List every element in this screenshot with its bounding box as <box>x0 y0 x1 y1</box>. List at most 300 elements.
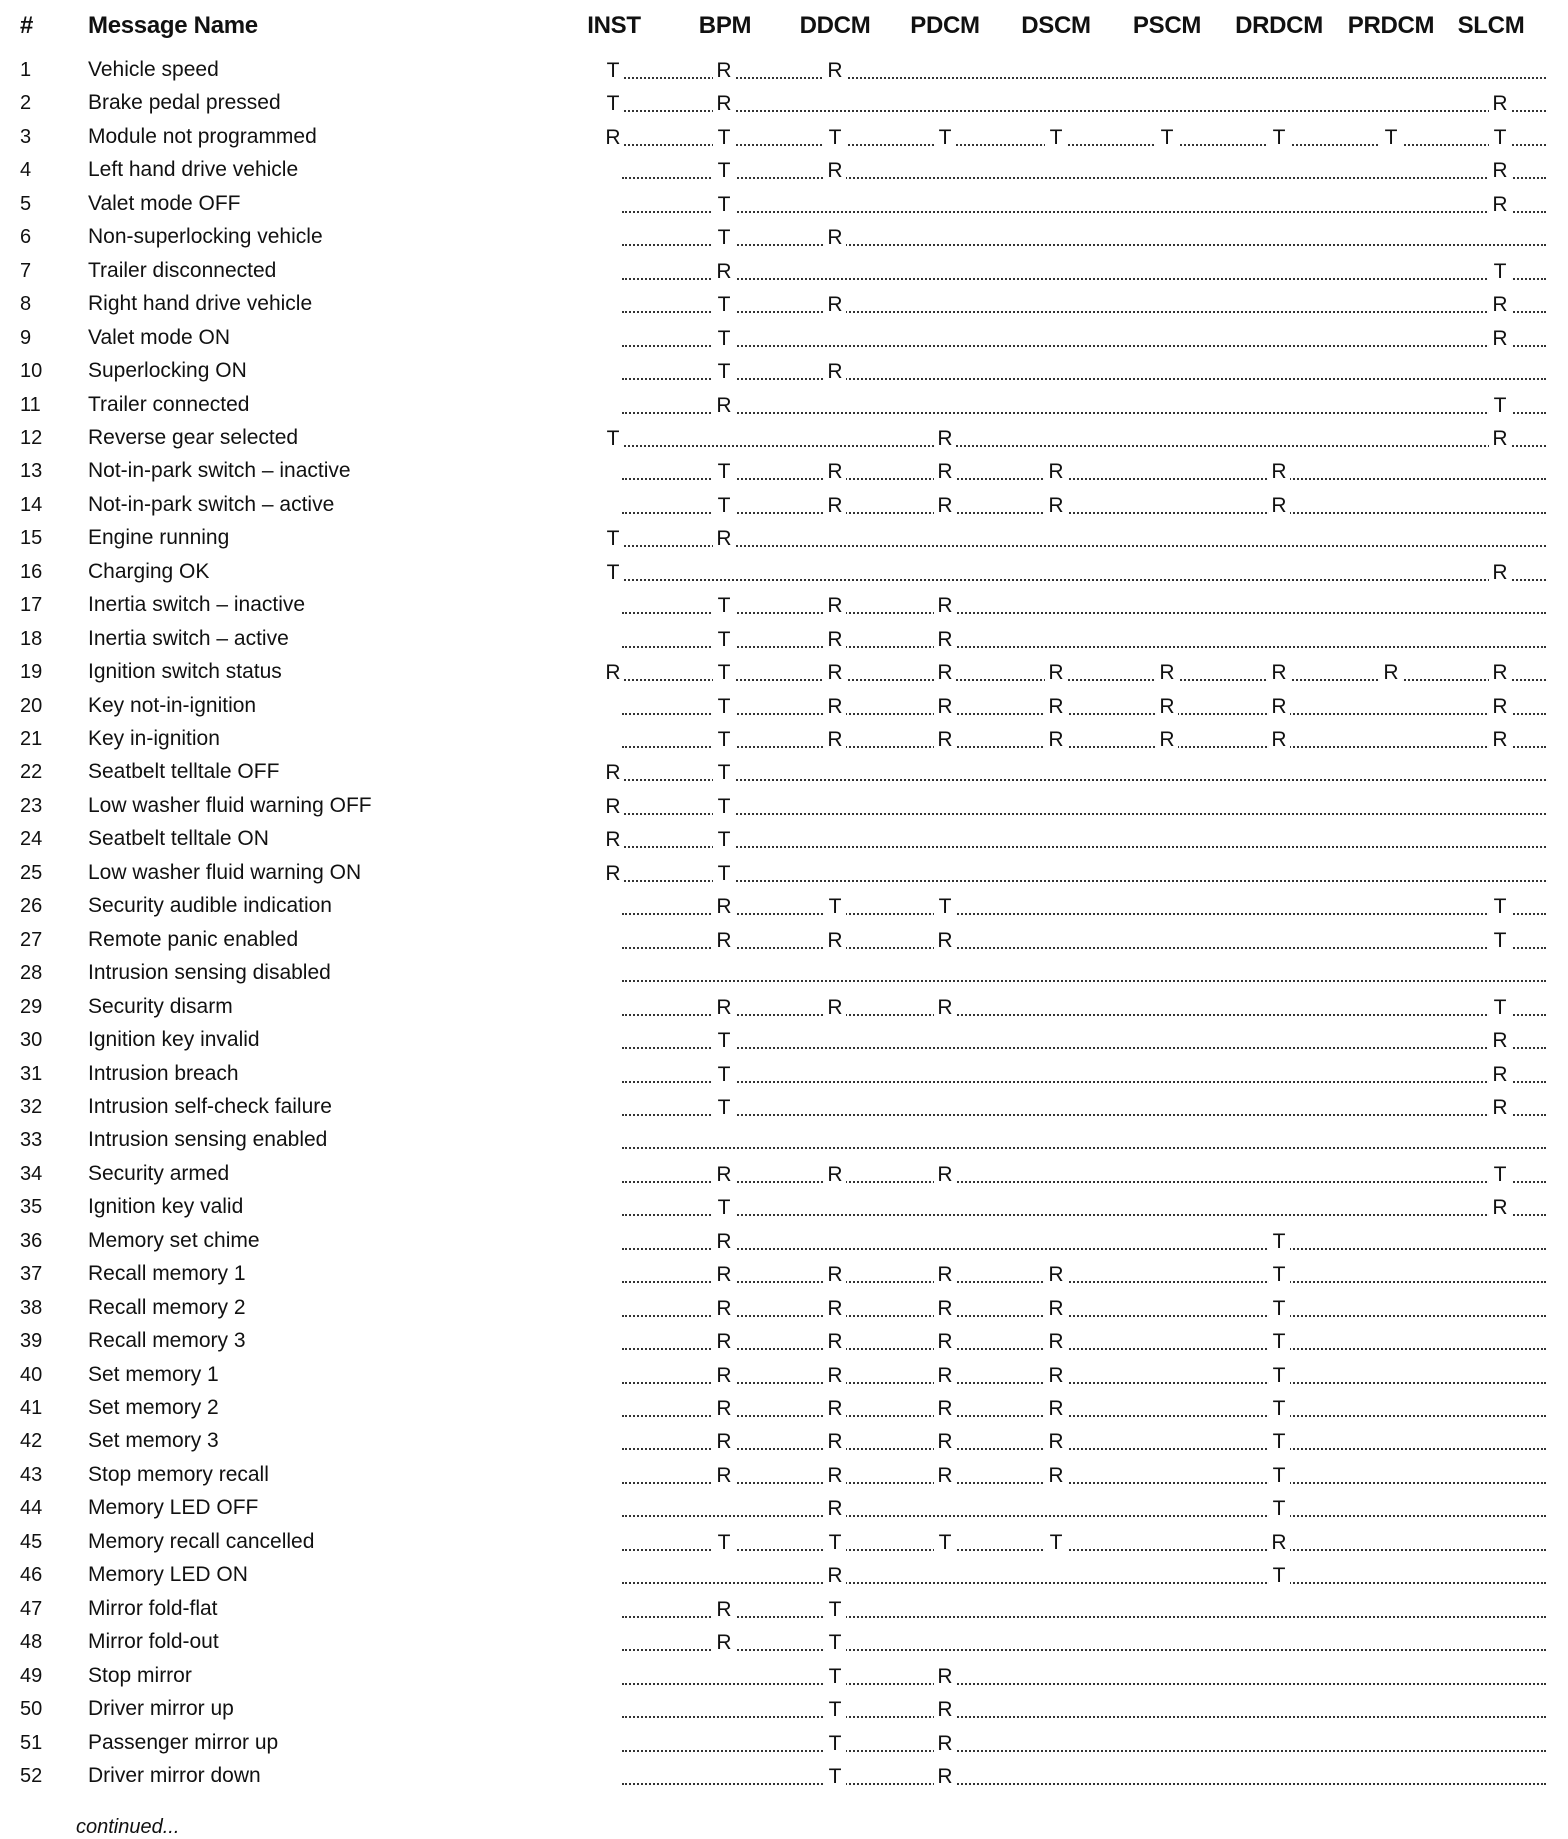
row-number: 25 <box>20 861 43 884</box>
cell-dscm: R <box>1045 494 1067 518</box>
dotted-leader <box>612 110 1546 112</box>
dotted-leader <box>622 1114 1546 1116</box>
cell-pdcm: R <box>934 1263 956 1287</box>
dotted-leader <box>622 1047 1546 1049</box>
cell-slcm: T <box>1489 1163 1511 1187</box>
cell-drdcm: R <box>1268 460 1290 484</box>
message-name: Vehicle speed <box>88 58 219 81</box>
message-name: Intrusion sensing disabled <box>88 961 331 985</box>
dotted-leader <box>622 1649 1546 1651</box>
cell-dscm: R <box>1045 1263 1067 1287</box>
cell-dscm: R <box>1045 460 1067 484</box>
message-name: Low washer fluid warning OFF <box>88 793 372 817</box>
message-name: Superlocking ON <box>88 359 247 383</box>
cell-dscm: R <box>1045 695 1067 719</box>
cell-inst: R <box>602 862 624 886</box>
dotted-leader <box>622 1716 1546 1718</box>
dotted-leader <box>622 1683 1546 1685</box>
cell-slcm: T <box>1489 929 1511 953</box>
cell-drdcm: R <box>1268 695 1290 719</box>
cell-pdcm: R <box>934 594 956 618</box>
cell-ddcm: T <box>824 1531 846 1555</box>
message-name: Set memory 1 <box>88 1362 219 1386</box>
message-name: Memory set chime <box>88 1228 260 1252</box>
dotted-leader <box>622 278 1546 280</box>
cell-slcm: T <box>1489 394 1511 418</box>
message-name: Inertia switch – inactive <box>88 593 306 617</box>
cell-pdcm: R <box>934 1430 956 1454</box>
dotted-leader <box>622 1181 1546 1183</box>
cell-ddcm: R <box>824 1397 846 1421</box>
row-number: 14 <box>20 493 43 516</box>
dotted-leader <box>622 612 1546 614</box>
cell-pscm: R <box>1156 661 1178 685</box>
cell-drdcm: T <box>1268 1397 1290 1421</box>
row-number: 18 <box>20 627 43 650</box>
dotted-leader <box>622 512 1546 514</box>
cell-bpm: T <box>713 862 735 886</box>
message-name: Remote panic enabled <box>88 927 299 951</box>
cell-prdcm: R <box>1380 661 1402 685</box>
message-name: Inertia switch – active <box>88 626 289 650</box>
cell-pscm: R <box>1156 695 1178 719</box>
dotted-leader <box>612 77 1546 79</box>
dotted-leader <box>622 1549 1546 1551</box>
cell-ddcm: R <box>824 1464 846 1488</box>
cell-ddcm: R <box>824 1364 846 1388</box>
cell-ddcm: R <box>824 1330 846 1354</box>
cell-bpm: R <box>713 1631 735 1655</box>
message-name: Driver mirror up <box>88 1697 234 1721</box>
message-name: Ignition key invalid <box>88 1028 260 1052</box>
cell-dscm: R <box>1045 1397 1067 1421</box>
cell-inst: T <box>602 561 624 585</box>
cell-slcm: R <box>1489 728 1511 752</box>
cell-bpm: T <box>713 1029 735 1053</box>
cell-ddcm: R <box>824 1564 846 1588</box>
row-number: 23 <box>20 794 43 817</box>
message-name: Recall memory 2 <box>88 1295 246 1319</box>
dotted-leader <box>622 1515 1546 1517</box>
dotted-leader <box>612 880 1546 882</box>
cell-ddcm: R <box>824 360 846 384</box>
cell-pscm: R <box>1156 728 1178 752</box>
row-number: 30 <box>20 1029 43 1052</box>
continued-note: continued... <box>76 1816 180 1838</box>
message-name: Key not-in-ignition <box>88 693 257 717</box>
dotted-leader <box>622 1382 1546 1384</box>
dotted-leader <box>622 1248 1546 1250</box>
row-number: 51 <box>20 1731 43 1754</box>
cell-bpm: T <box>713 594 735 618</box>
cell-slcm: R <box>1489 293 1511 317</box>
cell-bpm: T <box>713 828 735 852</box>
cell-pdcm: R <box>934 996 956 1020</box>
cell-pdcm: R <box>934 695 956 719</box>
message-name: Reverse gear selected <box>88 425 299 449</box>
cell-bpm: R <box>713 394 735 418</box>
dotted-leader <box>622 1582 1546 1584</box>
dotted-leader <box>622 980 1546 982</box>
row-number: 48 <box>20 1631 43 1654</box>
cell-bpm: T <box>713 360 735 384</box>
row-number: 20 <box>20 694 43 717</box>
cell-bpm: T <box>713 327 735 351</box>
dotted-leader <box>612 445 1546 447</box>
row-number: 4 <box>20 159 32 182</box>
row-number: 17 <box>20 594 43 617</box>
row-number: 3 <box>20 125 32 148</box>
header-num: # <box>20 12 34 39</box>
cell-slcm: R <box>1489 1096 1511 1120</box>
cell-bpm: T <box>713 661 735 685</box>
dotted-leader <box>612 779 1546 781</box>
message-name: Valet mode ON <box>88 325 231 349</box>
dotted-leader <box>622 1448 1546 1450</box>
header-slcm: SLCM <box>1457 12 1525 39</box>
cell-ddcm: R <box>824 628 846 652</box>
cell-bpm: T <box>713 695 735 719</box>
dotted-leader <box>612 846 1546 848</box>
dotted-leader <box>622 646 1546 648</box>
row-number: 41 <box>20 1397 43 1419</box>
message-name: Memory LED ON <box>88 1563 248 1587</box>
cell-pdcm: T <box>934 1531 956 1555</box>
cell-inst: R <box>602 126 624 150</box>
cell-bpm: T <box>713 1196 735 1220</box>
cell-slcm: R <box>1489 327 1511 351</box>
cell-bpm: R <box>713 895 735 919</box>
dotted-leader <box>622 211 1546 213</box>
row-number: 33 <box>20 1129 43 1152</box>
message-name: Seatbelt telltale OFF <box>88 760 280 784</box>
cell-bpm: R <box>713 1263 735 1287</box>
cell-inst: R <box>602 761 624 785</box>
message-name: Mirror fold-out <box>88 1630 219 1654</box>
dotted-leader <box>622 713 1546 715</box>
header-dscm: DSCM <box>1021 12 1091 39</box>
message-name: Intrusion self-check failure <box>88 1094 332 1118</box>
row-number: 39 <box>20 1330 43 1353</box>
cell-bpm: R <box>713 996 735 1020</box>
cell-pdcm: R <box>934 1698 956 1722</box>
cell-ddcm: R <box>824 594 846 618</box>
row-number: 7 <box>20 259 32 282</box>
cell-drdcm: R <box>1268 494 1290 518</box>
cell-bpm: R <box>713 1464 735 1488</box>
cell-ddcm: R <box>824 59 846 83</box>
cell-drdcm: T <box>1268 1330 1290 1354</box>
dotted-leader <box>622 378 1546 380</box>
row-number: 44 <box>20 1497 43 1520</box>
cell-bpm: R <box>713 92 735 116</box>
dotted-leader <box>622 1616 1546 1618</box>
message-name: Memory LED OFF <box>88 1496 259 1520</box>
cell-dscm: R <box>1045 1430 1067 1454</box>
message-name: Ignition key valid <box>88 1195 244 1219</box>
header-message-name: Message Name <box>88 12 258 39</box>
cell-bpm: T <box>713 1531 735 1555</box>
header-drdcm: DRDCM <box>1235 12 1323 39</box>
cell-ddcm: T <box>824 1698 846 1722</box>
dotted-leader <box>612 144 1546 146</box>
dotted-leader <box>622 1281 1546 1283</box>
header-pscm: PSCM <box>1132 12 1202 39</box>
cell-drdcm: T <box>1268 1263 1290 1287</box>
message-name: Seatbelt telltale ON <box>88 827 269 851</box>
cell-inst: R <box>602 828 624 852</box>
message-name: Key in-ignition <box>88 727 220 750</box>
row-number: 50 <box>20 1698 43 1721</box>
row-number: 10 <box>20 360 43 383</box>
dotted-leader <box>622 1014 1546 1016</box>
cell-pdcm: R <box>934 460 956 484</box>
row-number: 5 <box>20 192 32 215</box>
cell-drdcm: T <box>1268 1297 1290 1321</box>
dotted-leader <box>622 1081 1546 1083</box>
cell-bpm: R <box>713 1598 735 1622</box>
cell-drdcm: T <box>1268 1230 1290 1254</box>
cell-bpm: T <box>713 494 735 518</box>
cell-slcm: R <box>1489 427 1511 451</box>
row-number: 40 <box>20 1363 43 1386</box>
cell-bpm: T <box>713 728 735 752</box>
dotted-leader <box>622 311 1546 313</box>
cell-dscm: R <box>1045 661 1067 685</box>
cell-slcm: R <box>1489 1063 1511 1087</box>
dotted-leader <box>622 1783 1546 1785</box>
cell-ddcm: T <box>824 1732 846 1756</box>
message-name: Set memory 3 <box>88 1429 219 1453</box>
cell-ddcm: T <box>824 1598 846 1622</box>
message-name: Intrusion sensing enabled <box>88 1128 328 1152</box>
cell-drdcm: T <box>1268 126 1290 150</box>
dotted-leader <box>622 1750 1546 1752</box>
cell-pdcm: R <box>934 1163 956 1187</box>
cell-pdcm: R <box>934 929 956 953</box>
message-name: Not-in-park switch – active <box>88 492 335 516</box>
cell-bpm: R <box>713 260 735 284</box>
dotted-leader <box>622 1348 1546 1350</box>
row-number: 45 <box>20 1530 43 1553</box>
row-number: 37 <box>20 1263 43 1286</box>
row-number: 28 <box>20 962 43 985</box>
dotted-leader <box>622 913 1546 915</box>
cell-ddcm: R <box>824 494 846 518</box>
message-name: Valet mode OFF <box>88 191 241 215</box>
row-number: 11 <box>20 393 41 416</box>
cell-slcm: T <box>1489 996 1511 1020</box>
cell-drdcm: T <box>1268 1497 1290 1521</box>
cell-pdcm: R <box>934 1732 956 1756</box>
dotted-leader <box>622 1147 1546 1149</box>
row-number: 46 <box>20 1564 43 1587</box>
message-name: Memory recall cancelled <box>88 1529 315 1553</box>
cell-inst: R <box>602 661 624 685</box>
row-number: 2 <box>20 92 32 115</box>
row-number: 27 <box>20 928 43 951</box>
message-name: Ignition switch status <box>88 660 282 684</box>
dotted-leader <box>622 947 1546 949</box>
message-name: Stop memory recall <box>88 1462 269 1486</box>
dotted-leader <box>612 579 1546 581</box>
cell-pdcm: R <box>934 1464 956 1488</box>
row-number: 24 <box>20 828 43 851</box>
cell-pdcm: R <box>934 1330 956 1354</box>
message-name: Recall memory 1 <box>88 1262 246 1286</box>
header-bpm: BPM <box>698 12 752 39</box>
cell-bpm: T <box>713 193 735 217</box>
cell-dscm: R <box>1045 728 1067 752</box>
row-number: 42 <box>20 1430 43 1453</box>
cell-slcm: R <box>1489 1029 1511 1053</box>
cell-prdcm: T <box>1380 126 1402 150</box>
cell-bpm: T <box>713 1096 735 1120</box>
cell-ddcm: T <box>824 895 846 919</box>
row-number: 29 <box>20 995 43 1018</box>
cell-bpm: R <box>713 929 735 953</box>
dotted-leader <box>622 1482 1546 1484</box>
cell-ddcm: R <box>824 226 846 250</box>
dotted-leader <box>622 1315 1546 1317</box>
cell-bpm: T <box>713 159 735 183</box>
cell-ddcm: R <box>824 1163 846 1187</box>
message-name: Security disarm <box>88 994 233 1018</box>
dotted-leader <box>622 1415 1546 1417</box>
row-number: 36 <box>20 1229 43 1252</box>
cell-bpm: T <box>713 126 735 150</box>
row-number: 19 <box>20 661 43 684</box>
dotted-leader <box>622 345 1546 347</box>
cell-slcm: T <box>1489 895 1511 919</box>
row-number: 38 <box>20 1296 43 1319</box>
cell-ddcm: R <box>824 728 846 752</box>
cell-ddcm: T <box>824 1765 846 1789</box>
cell-pdcm: T <box>934 895 956 919</box>
cell-dscm: T <box>1045 1531 1067 1555</box>
message-name: Recall memory 3 <box>88 1329 246 1353</box>
message-name: Security audible indication <box>88 894 332 918</box>
row-number: 12 <box>20 426 43 449</box>
cell-ddcm: R <box>824 929 846 953</box>
message-name: Low washer fluid warning ON <box>88 860 362 884</box>
dotted-leader <box>622 412 1546 414</box>
cell-pdcm: R <box>934 494 956 518</box>
cell-drdcm: T <box>1268 1364 1290 1388</box>
cell-dscm: R <box>1045 1297 1067 1321</box>
message-name: Trailer connected <box>88 392 250 416</box>
cell-ddcm: R <box>824 1430 846 1454</box>
cell-ddcm: T <box>824 1631 846 1655</box>
message-name: Brake pedal pressed <box>88 91 281 115</box>
dotted-leader <box>622 746 1546 748</box>
cell-ddcm: R <box>824 1263 846 1287</box>
cell-ddcm: R <box>824 293 846 317</box>
cell-dscm: R <box>1045 1330 1067 1354</box>
header-ddcm: DDCM <box>799 12 871 39</box>
cell-inst: T <box>602 427 624 451</box>
cell-slcm: R <box>1489 1196 1511 1220</box>
cell-drdcm: R <box>1268 728 1290 752</box>
cell-slcm: T <box>1489 126 1511 150</box>
cell-pdcm: R <box>934 1297 956 1321</box>
cell-bpm: R <box>713 1430 735 1454</box>
cell-pdcm: R <box>934 1665 956 1689</box>
message-name: Security armed <box>88 1161 230 1185</box>
message-name: Charging OK <box>88 559 210 583</box>
cell-pdcm: R <box>934 628 956 652</box>
dotted-leader <box>612 679 1546 681</box>
row-number: 26 <box>20 895 43 918</box>
cell-pdcm: R <box>934 427 956 451</box>
cell-slcm: R <box>1489 193 1511 217</box>
cell-ddcm: R <box>824 1497 846 1521</box>
cell-drdcm: T <box>1268 1564 1290 1588</box>
cell-ddcm: T <box>824 126 846 150</box>
row-number: 8 <box>20 293 32 316</box>
cell-bpm: T <box>713 795 735 819</box>
row-number: 13 <box>20 460 43 483</box>
header-pdcm: PDCM <box>910 12 980 39</box>
cell-bpm: T <box>713 761 735 785</box>
cell-bpm: R <box>713 1397 735 1421</box>
message-name: Driver mirror down <box>88 1763 261 1787</box>
row-number: 34 <box>20 1162 43 1185</box>
cell-ddcm: R <box>824 695 846 719</box>
message-name: Mirror fold-flat <box>88 1596 218 1620</box>
message-name: Set memory 2 <box>88 1396 219 1419</box>
message-name: Stop mirror <box>88 1663 192 1687</box>
row-number: 6 <box>20 226 32 249</box>
row-number: 49 <box>20 1664 43 1687</box>
cell-pdcm: R <box>934 1765 956 1789</box>
cell-bpm: R <box>713 1230 735 1254</box>
row-number: 15 <box>20 527 43 550</box>
row-number: 32 <box>20 1095 43 1118</box>
cell-dscm: R <box>1045 1464 1067 1488</box>
cell-drdcm: T <box>1268 1430 1290 1454</box>
cell-pdcm: T <box>934 126 956 150</box>
cell-bpm: T <box>713 628 735 652</box>
message-name: Left hand drive vehicle <box>88 158 299 182</box>
message-name: Non-superlocking vehicle <box>88 225 323 249</box>
cell-bpm: T <box>713 1063 735 1087</box>
cell-slcm: R <box>1489 661 1511 685</box>
dotted-leader <box>622 478 1546 480</box>
message-name: Module not programmed <box>88 124 317 148</box>
message-name: Intrusion breach <box>88 1061 239 1085</box>
message-name: Trailer disconnected <box>88 258 277 282</box>
cell-inst: T <box>602 92 624 116</box>
row-number: 22 <box>20 761 43 784</box>
header-prdcm: PRDCM <box>1347 12 1435 39</box>
cell-ddcm: R <box>824 661 846 685</box>
cell-slcm: R <box>1489 695 1511 719</box>
row-number: 35 <box>20 1196 43 1219</box>
cell-ddcm: R <box>824 1297 846 1321</box>
dotted-leader <box>612 813 1546 815</box>
cell-bpm: R <box>713 59 735 83</box>
row-number: 31 <box>20 1062 43 1085</box>
cell-bpm: R <box>713 1163 735 1187</box>
cell-inst: T <box>602 527 624 551</box>
cell-slcm: R <box>1489 159 1511 183</box>
cell-dscm: R <box>1045 1364 1067 1388</box>
dotted-leader <box>622 244 1546 246</box>
cell-bpm: T <box>713 226 735 250</box>
cell-ddcm: R <box>824 159 846 183</box>
cell-ddcm: R <box>824 996 846 1020</box>
